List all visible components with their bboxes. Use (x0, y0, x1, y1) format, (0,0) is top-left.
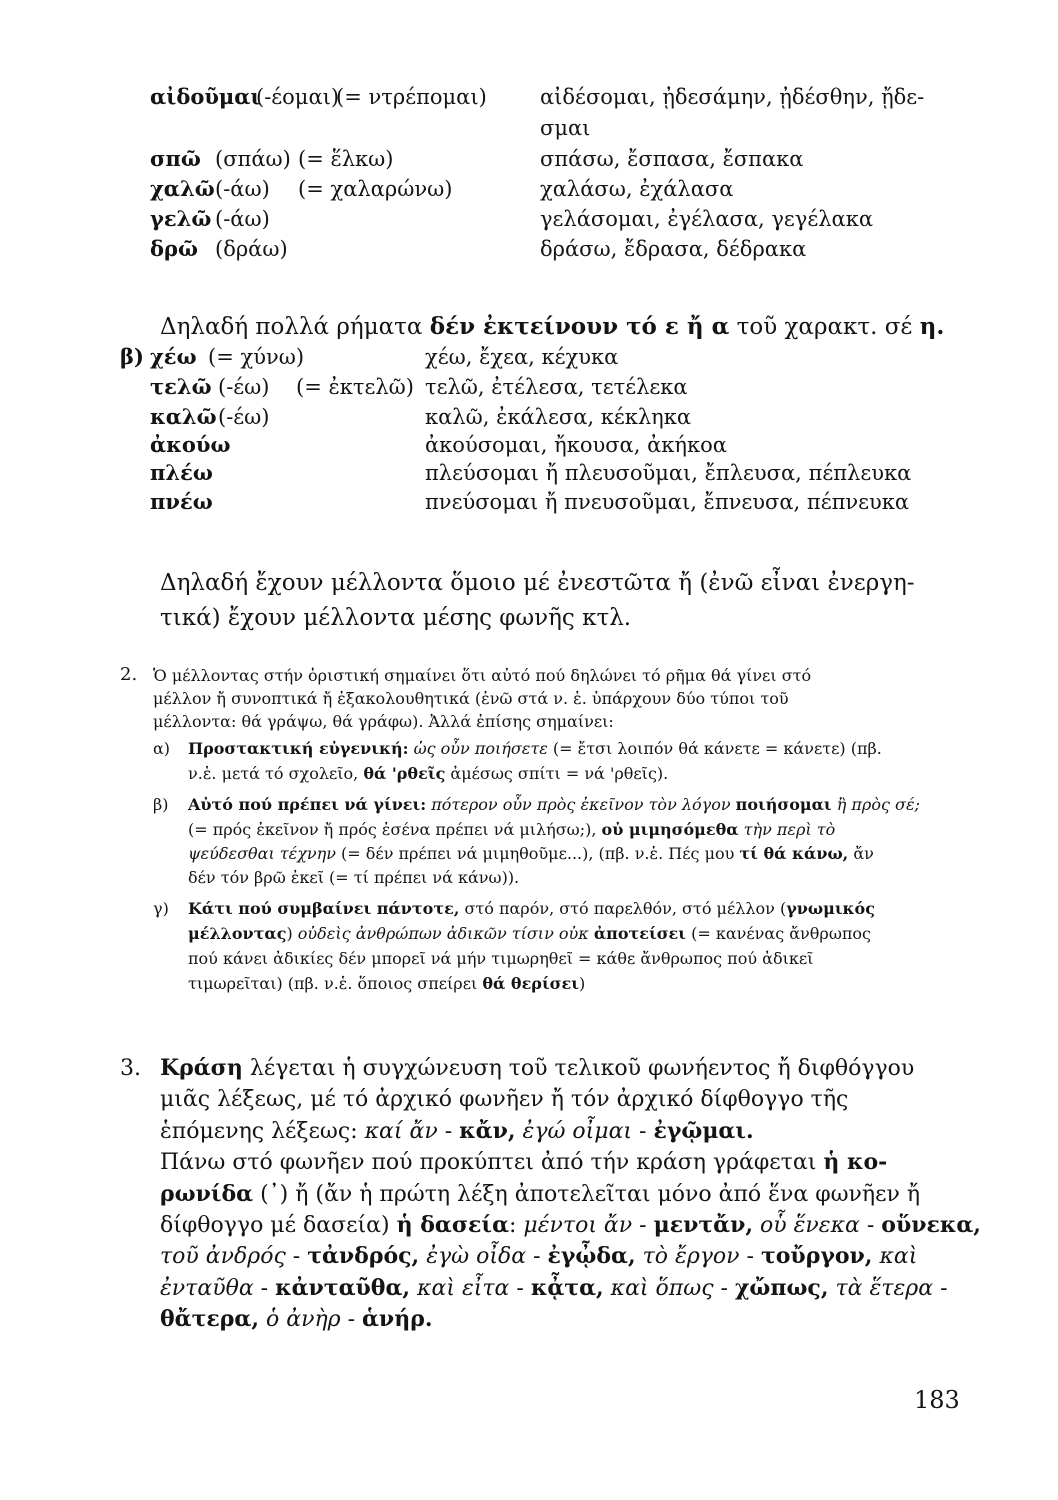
text-run: ὁ ἀνὴρ (259, 1307, 341, 1333)
summary-line: Δηλαδή ἔχουν μέλλοντα ὅμοιο μέ ἐνεστῶτα ἤ (ἐνῶ εἶναι ἐνεργη- (160, 570, 915, 596)
note-line (160, 1084, 848, 1115)
table-forms: χέω, ἔχεα, κέχυκα (425, 345, 619, 369)
table-forms: ἀκούσομαι, ἤκουσα, ἀκήκοα (425, 433, 727, 457)
table-verb: πλέω (150, 460, 213, 485)
item-marker: β) (153, 795, 169, 814)
note-line: μέλλον ἤ συνοπτικά ἤ ἐξακολουθητικά (ἐνῶ στά ν. ἑ. ὑπάρχουν δύο τύποι τοῦ (153, 689, 789, 708)
text-run: (᾿) ἤ (ἄν ἡ πρώτη λέξη ἀποτελεῖται μόνο ἀπό ἕνα φωνῆεν ἤ (253, 1181, 921, 1207)
text-run: ἐγὼ οἶδα (419, 1244, 527, 1270)
item-marker: α) (153, 739, 171, 758)
text-run: τί θά κάνω, (739, 844, 849, 863)
table-variant: (δράω) (215, 237, 288, 261)
note-line (160, 1179, 920, 1210)
text-run: τιμωρεῖται) (πβ. ν.ἑ. ὅποιος σπείρει (188, 974, 483, 993)
item-line (188, 793, 920, 816)
table-variant: (σπάω) (215, 147, 291, 171)
text-run: χὤπως, (734, 1274, 829, 1301)
text-run: - (713, 1275, 735, 1301)
note-line (160, 1241, 917, 1272)
text-run: Αὐτό πού πρέπει νά γίνει: (188, 795, 427, 814)
item-line (188, 897, 875, 920)
item-marker: γ) (153, 899, 169, 918)
text-run: - (285, 1244, 308, 1270)
text-run: κἄν, (459, 1117, 516, 1144)
text-run: ἡ δασεία (396, 1212, 510, 1238)
table-verb: χαλῶ (150, 176, 215, 201)
text-run: στό παρόν, στό παρελθόν, στό μέλλον ( (459, 899, 787, 918)
summary-a (160, 310, 944, 344)
text-run: - (632, 1213, 654, 1238)
note-number: 2. (120, 664, 138, 685)
table-variant: (-έω) (218, 405, 270, 429)
text-run: - (253, 1275, 276, 1301)
table-forms: αἰδέσομαι, ᾐδεσάμην, ᾐδέσθην, ᾔδε- (540, 85, 925, 109)
table-forms: καλῶ, ἐκάλεσα, κέκληκα (425, 405, 692, 429)
text-run: (= ἔτσι λοιπόν θά κάνετε = κάνετε) (πβ. (547, 739, 882, 758)
table-verb: καλῶ (150, 404, 217, 429)
text-run: πού κάνει ἀδικίες δέν μπορεῖ νά μήν τιμωρηθεῖ = κάθε ἄνθρωπος πού ἀδικεῖ (188, 949, 814, 968)
text-run: Κάτι πού συμβαίνει πάντοτε, (188, 899, 460, 918)
text-run: πότερον οὖν πρὸς ἐκεῖνον τὸν λόγον (426, 795, 736, 814)
table-forms: γελάσομαι, ἐγέλασα, γεγέλακα (540, 207, 874, 231)
table-verb: αἰδοῦμαι (150, 84, 261, 109)
text-run: ποιήσομαι (735, 795, 832, 814)
text-run: ἄν (848, 844, 874, 863)
text-run: (= πρός ἐκεῖνον ἤ πρός ἐσένα πρέπει νά μιλήσω;), (188, 820, 602, 839)
text-run: γνωμικός (786, 899, 875, 918)
text-run: ἢ πρὸς σέ; (831, 795, 920, 814)
item-line (188, 818, 835, 841)
text-run: τὴν περὶ τὸ (738, 820, 836, 839)
text-run: ρωνίδα (160, 1180, 254, 1207)
text-run: θά θερίσει (482, 974, 579, 993)
item-line (188, 947, 813, 970)
text-run: δέν τόν βρῶ ἐκεῖ (= τί πρέπει νά κάνω)). (188, 868, 520, 887)
text-run: καὶ εἶτα (410, 1275, 510, 1301)
text-run: οὕνεκα, (881, 1212, 981, 1238)
summary-line: τικά) ἔχουν μέλλοντα μέσης φωνῆς κτλ. (160, 605, 632, 631)
summary-run: η. (919, 313, 945, 340)
text-run: - (933, 1275, 948, 1301)
note-line: Ὁ μέλλοντας στήν ὁριστική σημαίνει ὅτι αὐτό πού δηλώνει τό ρῆμα θά γίνει στό (153, 666, 812, 685)
table-gloss: (= ἕλκω) (298, 147, 394, 171)
section-marker: β) (120, 344, 144, 369)
item-line (188, 842, 874, 865)
summary-run: δέν ἐκτείνουν τό ε ἤ α (429, 313, 730, 340)
table-verb: πνέω (150, 489, 213, 514)
page-number: 183 (914, 1386, 960, 1414)
table-verb: χέω (150, 344, 197, 369)
note-line (160, 1116, 754, 1147)
text-run: ἀμέσως σπίτι = νά 'ρθεῖς). (445, 764, 669, 783)
table-variant: (-άω) (215, 207, 270, 231)
text-run: ) (578, 974, 586, 993)
note-line (160, 1304, 432, 1335)
table-variant: (-άω) (215, 177, 270, 201)
text-run: θά 'ρθεῖς (363, 764, 446, 783)
text-run: καί ἄν (364, 1118, 438, 1144)
text-run: ἐνταῦθα (160, 1275, 254, 1301)
text-run: κᾆτα, (530, 1274, 604, 1301)
text-run: τοὔργον, (760, 1243, 873, 1270)
table-verb: τελῶ (150, 374, 212, 399)
text-run: ἡ κο- (823, 1149, 888, 1176)
note-line (160, 1147, 887, 1178)
text-run: ἐγᾦδα, (547, 1243, 636, 1270)
table-variant: (-έω) (218, 375, 270, 399)
table-forms: πλεύσομαι ἤ πλευσοῦμαι, ἔπλευσα, πέπλευκα (425, 461, 912, 485)
table-gloss: (= χαλαρώνω) (298, 177, 453, 201)
item-line (188, 866, 519, 889)
item-line (188, 972, 585, 995)
text-run: οὐ μιμησόμεθα (601, 820, 739, 839)
text-run: ἐγῷμαι. (653, 1117, 754, 1144)
text-run: οὗ ἕνεκα (753, 1213, 860, 1238)
table-verb: γελῶ (150, 206, 212, 231)
table-gloss: (= ντρέπομαι) (336, 85, 487, 109)
table-forms: πνεύσομαι ἤ πνευσοῦμαι, ἔπνευσα, πέπνευκα (425, 490, 910, 514)
text-run: μιᾶς λέξεως, μέ τό ἀρχικό φωνῆεν ἤ τόν ἀρχικό δίφθογγο τῆς (160, 1087, 849, 1113)
table-verb: σπῶ (150, 146, 201, 171)
table-variant: (-έομαι) (256, 85, 340, 109)
note-line (160, 1053, 914, 1084)
text-run: - (340, 1307, 362, 1333)
text-run: - (509, 1275, 531, 1301)
note-line: μέλλοντα: θά γράψω, θά γράφω). Ἀλλά ἐπίσης σημαίνει: (153, 712, 614, 731)
summary-run: τοῦ χαρακτ. σέ (729, 314, 920, 340)
summary-run: Δηλαδή πολλά ρήματα (160, 314, 430, 340)
text-run: ἑπόμενης λέξεως: (160, 1118, 365, 1144)
text-run: (= κανένας ἄνθρωπος (686, 924, 871, 943)
text-run: ψεύδεσθαι τέχνην (188, 844, 336, 863)
text-run: κἀνταῦθα, (275, 1274, 411, 1301)
item-line (188, 922, 871, 945)
text-run: καὶ ὅπως (603, 1275, 714, 1301)
text-run: δίφθογγο μέ δασεία) (160, 1213, 397, 1238)
text-run: τοῦ ἀνδρός (160, 1244, 286, 1270)
note-number: 3. (120, 1056, 141, 1081)
note-line (160, 1210, 981, 1241)
table-forms: σμαι (540, 116, 591, 140)
table-verb: ἀκούω (150, 432, 231, 457)
table-forms: χαλάσω, ἐχάλασα (540, 177, 734, 201)
table-gloss: (= ἐκτελῶ) (296, 375, 414, 399)
note-line (160, 1273, 948, 1304)
text-run: τὸ ἔργον (635, 1244, 740, 1270)
text-run: Προστακτική εὐγενική: (188, 739, 409, 758)
text-run: ἁνήρ. (362, 1306, 433, 1333)
text-run: λέγεται ἡ συγχώνευση τοῦ τελικοῦ φωνήεντος ἤ διφθόγγου (242, 1056, 915, 1081)
text-run: μέντοι ἄν (523, 1213, 633, 1238)
text-run: (= δέν πρέπει νά μιμηθοῦμε...), (πβ. ν.ἑ. Πές μου (335, 844, 740, 863)
text-run: - (859, 1213, 882, 1238)
text-run: : (509, 1213, 524, 1238)
table-forms: δράσω, ἔδρασα, δέδρακα (540, 237, 807, 261)
text-run: οὐδεὶς ἀνθρώπων ἀδικῶν τίσιν οὐκ (297, 924, 594, 943)
text-run: καὶ (872, 1244, 918, 1270)
item-line (188, 762, 668, 785)
table-forms: τελῶ, ἐτέλεσα, τετέλεκα (425, 375, 688, 399)
text-run: θἄτερα, (160, 1306, 259, 1333)
text-run: - (526, 1244, 548, 1270)
text-run: ὡς οὖν ποιήσετε (408, 739, 548, 758)
text-run: Κράση (160, 1055, 243, 1081)
text-run: Πάνω στό φωνῆεν πού προκύπτει ἀπό τήν κράση γράφεται (160, 1150, 824, 1176)
text-run: ἀποτείσει (593, 924, 687, 943)
text-run: μεντἄν, (653, 1212, 753, 1238)
table-forms: σπάσω, ἔσπασα, ἔσπακα (540, 147, 804, 171)
text-run: τἀνδρός, (307, 1243, 420, 1270)
text-run: ἐγώ οἶμαι (515, 1118, 633, 1144)
text-run: ) (286, 924, 298, 943)
text-run: ν.ἑ. μετά τό σχολεῖο, (188, 764, 364, 783)
table-verb: δρῶ (150, 236, 198, 261)
text-run: - (739, 1244, 761, 1270)
item-line (188, 737, 882, 760)
text-run: - (632, 1118, 654, 1144)
text-run: μέλλοντας (188, 924, 287, 943)
table-gloss: (= χύνω) (208, 345, 305, 369)
text-run: τὰ ἕτερα (828, 1275, 934, 1301)
text-run: - (437, 1118, 460, 1144)
